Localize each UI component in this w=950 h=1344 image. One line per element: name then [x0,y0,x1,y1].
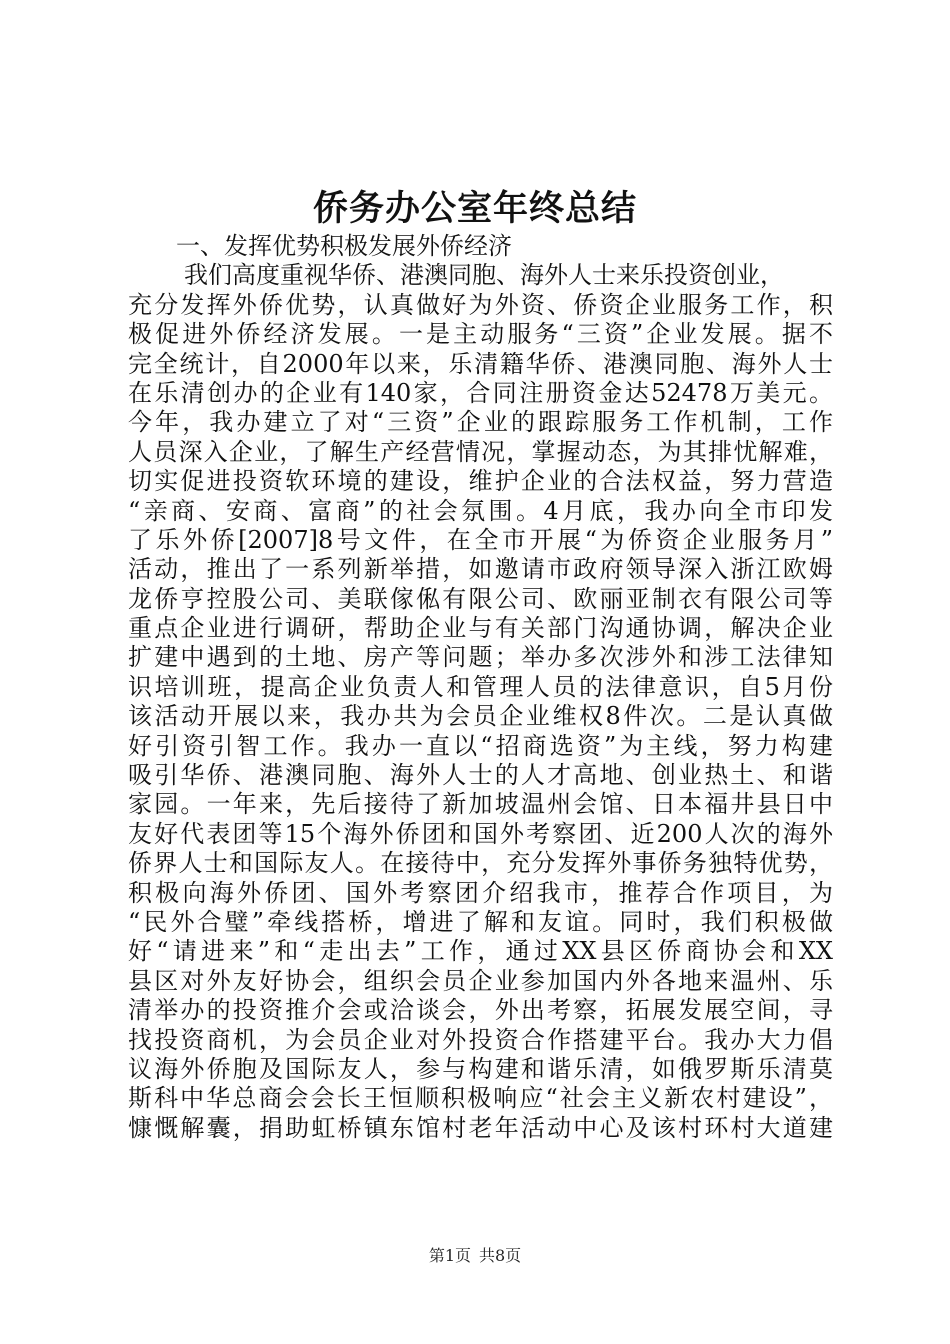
page-total: 共8页 [479,1246,522,1265]
paragraph-line: 好引资引智工作。我办一直以“招商选资”为主线，努力构建 [128,731,833,760]
paragraph-line: 活动，推出了一系列新举措，如邀请市政府领导深入浙江欧姆 [128,555,833,584]
paragraph-line: 在乐清创办的企业有140家，合同注册资金达52478万美元。 [128,378,833,407]
paragraph-line: 清举办的投资推介会或洽谈会，外出考察，拓展发展空间，寻 [128,996,833,1025]
paragraph-line: 扩建中遇到的土地、房产等问题；举办多次涉外和涉工法律知 [128,643,833,672]
paragraph-line: 县区对外友好协会，组织会员企业参加国内外各地来温州、乐 [128,966,833,995]
paragraph-line: “亲商、安商、富商”的社会氛围。4月底，我办向全市印发 [128,496,833,525]
paragraph-line: 龙侨亨控股公司、美联傢俬有限公司、欧丽亚制衣有限公司等 [128,584,833,613]
paragraph-line: 好“请进来”和“走出去”工作，通过XX县区侨商协会和XX [128,937,833,966]
paragraph-line: 了乐外侨[2007]8号文件，在全市开展“为侨资企业服务月” [128,525,833,554]
paragraph-line: 今年，我办建立了对“三资”企业的跟踪服务工作机制，工作 [128,408,833,437]
paragraph-line: 慷慨解囊，捐助虹桥镇东馆村老年活动中心及该村环村大道建 [128,1113,833,1142]
paragraph-line: 家园。一年来，先后接待了新加坡温州会馆、日本福井县日中 [128,790,833,819]
paragraph-line: “民外合璧”牵线搭桥，增进了解和友谊。同时，我们积极做 [128,907,833,936]
document-body [128,232,833,1143]
paragraph-line: 充分发挥外侨优势，认真做好为外资、侨资企业服务工作，积 [128,290,833,319]
paragraph-line: 重点企业进行调研，帮助企业与有关部门沟通协调，解决企业 [128,614,833,643]
paragraph-line: 积极向海外侨团、国外考察团介绍我市，推荐合作项目，为 [128,878,833,907]
paragraph-line: 找投资商机，为会员企业对外投资合作搭建平台。我办大力倡 [128,1025,833,1054]
paragraph-line: 吸引华侨、港澳同胞、海外人士的人才高地、创业热土、和谐 [128,761,833,790]
paragraph-line: 切实促进投资软环境的建设，维护企业的合法权益，努力营造 [128,467,833,496]
paragraph-line: 人员深入企业，了解生产经营情况，掌握动态，为其排忧解难， [128,437,833,466]
document-title: 侨务办公室年终总结 [312,188,637,229]
section-heading: 一、发挥优势积极发展外侨经济 [176,232,512,260]
paragraph-line: 极促进外侨经济发展。一是主动服务“三资”企业发展。据不 [128,320,833,349]
paragraph-line: 该活动开展以来，我办共为会员企业维权8件次。二是认真做 [128,702,833,731]
page-number: 第1页 [428,1246,471,1265]
paragraph-line: 侨界人士和国际友人。在接待中，充分发挥外事侨务独特优势， [128,849,833,878]
paragraph-line: 识培训班，提高企业负责人和管理人员的法律意识，自5月份 [128,672,833,701]
page-footer [0,1246,950,1266]
paragraph-line: 斯科中华总商会会长王恒顺积极响应“社会主义新农村建设”， [128,1084,833,1113]
paragraph-line: 友好代表团等15个海外侨团和国外考察团、近200人次的海外 [128,819,833,848]
paragraph-line: 我们高度重视华侨、港澳同胞、海外人士来乐投资创业， [184,261,784,290]
paragraph-line: 完全统计，自2000年以来，乐清籍华侨、港澳同胞、海外人士 [128,349,833,378]
paragraph-line: 议海外侨胞及国际友人，参与构建和谐乐清，如俄罗斯乐清莫 [128,1054,833,1083]
